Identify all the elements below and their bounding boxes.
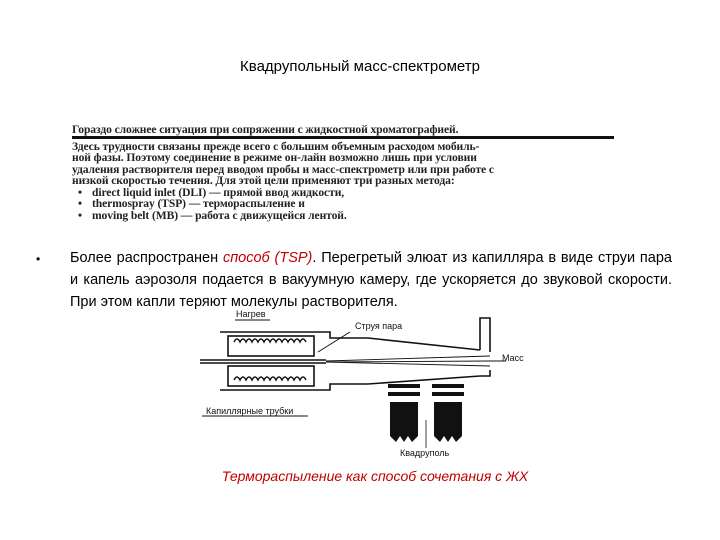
scan-method-item: • moving belt (MB) — работа с движущейся лентой. — [92, 210, 620, 222]
vapor-jet-ray — [326, 361, 490, 362]
vapor-jet-ray — [326, 356, 490, 361]
body-text-part: . Перегретый элюат из капилляра в виде струи пара и капель аэрозоля подается в вакуумную камеру, где ускоряется до звуковой скорости. При этом капли теряют молекулы растворителя. — [70, 250, 672, 310]
body-emphasis: способ (TSP) — [222, 250, 313, 266]
heater-block-bottom — [228, 366, 314, 386]
scan-line: Здесь трудности связаны прежде всего с большим объемным расходом мобиль- — [72, 139, 480, 153]
label-quadrupole: Квадруполь — [400, 448, 450, 458]
vapor-jet-leader — [318, 332, 350, 352]
scan-methods-list — [72, 187, 620, 222]
label-heating: Нагрев — [236, 309, 266, 319]
scan-method-item: • direct liquid inlet (DLI) — прямой ввод жидкости, — [92, 187, 620, 199]
heater-block-top — [228, 336, 314, 356]
bullet-icon: • — [36, 252, 41, 266]
scan-line: удаления растворителя перед вводом пробы и масс-спектрометр или при работе с — [72, 162, 494, 176]
label-capillary: Капиллярные трубки — [206, 406, 294, 416]
figure-caption: Термораспыление как способ сочетания с ЖХ — [221, 468, 529, 484]
scan-line: ной фазы. Поэтому соединение в режиме он-лайн возможно лишь при условии — [72, 151, 477, 164]
scan-line: Гораздо сложнее ситуация при сопряжении с жидкостной хроматографией. — [72, 123, 459, 136]
thermospray-diagram — [190, 308, 550, 466]
vapor-jet-ray — [326, 362, 490, 366]
label-mass: Масс — [502, 353, 524, 363]
scan-line: низкой скоростью течения. Для этой цели применяют три разных метода: — [72, 174, 455, 187]
mass-outlet-lower — [480, 370, 490, 376]
mass-outlet-flange — [480, 318, 490, 352]
body-text-part: Более распространен — [70, 250, 223, 266]
body-paragraph — [70, 247, 672, 313]
scan-method-item: • thermospray (TSP) — термораспыление и — [92, 198, 620, 210]
scanned-text-excerpt — [72, 124, 620, 221]
label-vapor-jet: Струя пара — [355, 321, 403, 331]
slide-title: Квадрупольный масс-спектрометр — [240, 58, 480, 75]
